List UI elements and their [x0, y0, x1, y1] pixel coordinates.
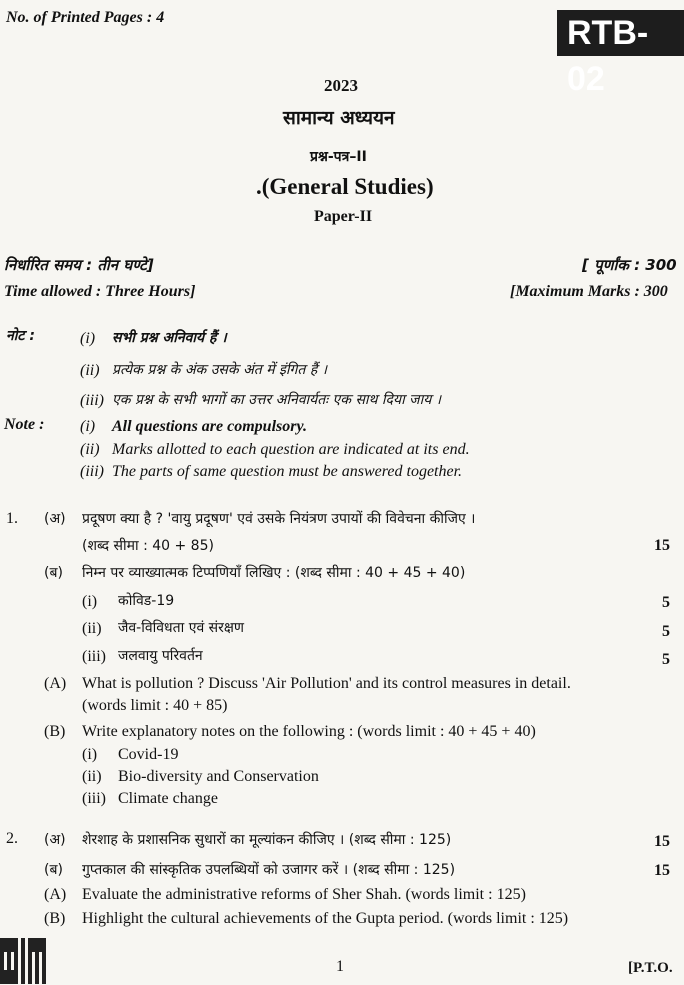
sub-item-text: जलवायु परिवर्तन: [118, 648, 203, 664]
part-label: (ब): [44, 565, 63, 581]
time-english: Time allowed : Three Hours]: [4, 283, 196, 300]
note-text: All questions are compulsory.: [112, 418, 307, 435]
note-label-hindi: नोट :: [6, 328, 35, 344]
part-label: (B): [44, 910, 66, 927]
marks-value: 15: [654, 833, 670, 850]
note-num: (i): [80, 330, 96, 347]
part-label: (ब): [44, 862, 63, 878]
question-text: निम्न पर व्याख्यात्मक टिप्पणियाँ लिखिए : (शब्द सीमा : 40 + 45 + 40): [82, 565, 466, 581]
marks-english: [Maximum Marks : 300: [510, 283, 668, 300]
title-hindi: सामान्य अध्ययन: [283, 107, 395, 129]
question-number: 2.: [6, 830, 18, 847]
exam-year: 2023: [324, 76, 358, 95]
sub-item-text: Covid-19: [118, 746, 179, 763]
note-label-english: Note :: [4, 416, 45, 433]
part-label: (A): [44, 886, 67, 903]
question-text: प्रदूषण क्या है ? 'वायु प्रदूषण' एवं उसके नियंत्रण उपायों की विवेचना कीजिए ।: [82, 511, 476, 527]
note-text: प्रत्येक प्रश्न के अंक उसके अंत में इंगित हैं ।: [112, 362, 328, 378]
marks-value: 5: [662, 651, 670, 668]
word-limit: (words limit : 40 + 85): [82, 697, 228, 714]
marks-value: 15: [654, 537, 670, 554]
paper-english: Paper-II: [314, 208, 373, 225]
word-limit: (शब्द सीमा : 40 + 85): [82, 538, 214, 554]
sub-item-num: (ii): [82, 620, 102, 637]
note-text: सभी प्रश्न अनिवार्य हैं ।: [112, 330, 227, 346]
marks-value: 15: [654, 862, 670, 879]
time-hindi: निर्धारित समय : तीन घण्टे]: [4, 256, 154, 274]
sub-item-num: (iii): [82, 648, 106, 665]
note-text: Marks allotted to each question are indicated at its end.: [112, 441, 470, 458]
part-label: (A): [44, 675, 67, 692]
sub-item-num: (ii): [82, 768, 102, 785]
sub-item-text: Climate change: [118, 790, 218, 807]
part-label: (B): [44, 723, 66, 740]
question-number: 1.: [6, 510, 18, 527]
note-num: (ii): [80, 441, 100, 458]
sub-item-num: (i): [82, 746, 98, 763]
marks-value: 5: [662, 623, 670, 640]
question-text: शेरशाह के प्रशासनिक सुधारों का मूल्यांकन कीजिए । (शब्द सीमा : 125): [82, 832, 452, 848]
paper-hindi: प्रश्न-पत्र–II: [310, 149, 367, 165]
qr-code-image: [0, 938, 46, 984]
marks-hindi: [ पूर्णांक : 300: [582, 256, 677, 274]
part-label: (अ): [44, 832, 66, 848]
note-num: (iii): [80, 392, 104, 409]
paper-code-badge: RTB-02: [557, 10, 684, 56]
sub-item-num: (i): [82, 593, 98, 610]
question-text: Evaluate the administrative reforms of Sher Shah. (words limit : 125): [82, 886, 526, 903]
sub-item-text: Bio-diversity and Conservation: [118, 768, 319, 785]
note-text: The parts of same question must be answered together.: [112, 463, 463, 480]
sub-item-text: कोविड-19: [118, 593, 175, 609]
note-num: (iii): [80, 463, 104, 480]
title-english: .(General Studies): [256, 174, 434, 199]
marks-value: 5: [662, 594, 670, 611]
note-num: (ii): [80, 362, 100, 379]
question-text: Highlight the cultural achievements of the Gupta period. (words limit : 125): [82, 910, 569, 927]
note-text: एक प्रश्न के सभी भागों का उत्तर अनिवार्यतः एक साथ दिया जाय ।: [112, 392, 442, 408]
sub-item-text: जैव-विविधता एवं संरक्षण: [118, 620, 245, 636]
pto-label: [P.T.O.: [628, 960, 673, 976]
printed-pages: No. of Printed Pages : 4: [6, 9, 165, 26]
question-text: गुप्तकाल की सांस्कृतिक उपलब्धियों को उजागर करें । (शब्द सीमा : 125): [82, 862, 456, 878]
note-num: (i): [80, 418, 96, 435]
question-text: What is pollution ? Discuss 'Air Pollution' and its control measures in detail.: [82, 675, 571, 692]
part-label: (अ): [44, 511, 66, 527]
question-text: Write explanatory notes on the following : (words limit : 40 + 45 + 40): [82, 723, 536, 740]
page-number: 1: [336, 958, 344, 975]
sub-item-num: (iii): [82, 790, 106, 807]
